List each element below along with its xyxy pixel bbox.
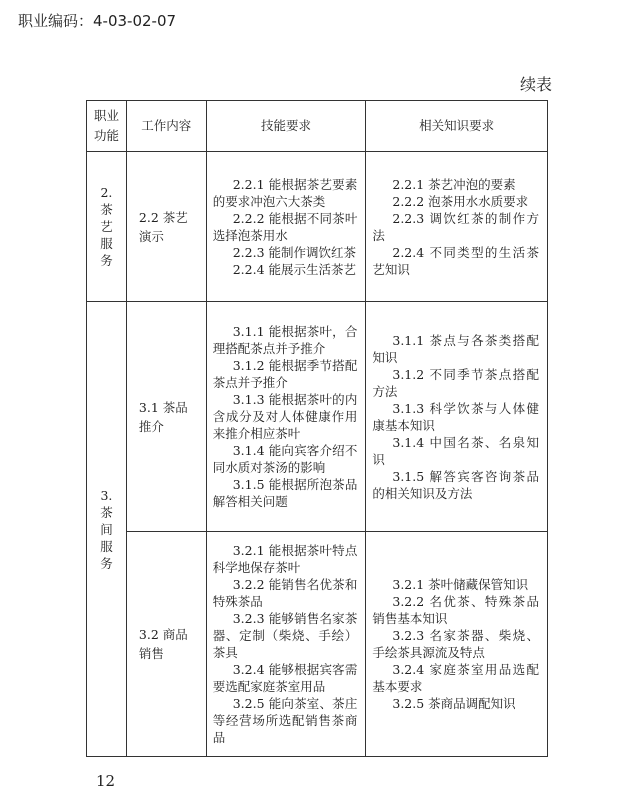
skill-item: 3.1.4 能向宾客介绍不同水质对茶汤的影响 bbox=[212, 443, 358, 475]
knowledge-item: 3.1.3 科学饮茶与人体健康基本知识 bbox=[372, 400, 539, 433]
page-number: 12 bbox=[96, 772, 116, 790]
knowledge-item: 3.1.1 茶点与各茶类搭配知识 bbox=[372, 332, 539, 365]
skill-item: 2.2.4 能展示生活茶艺 bbox=[232, 261, 356, 277]
function-char: 服 bbox=[100, 236, 113, 251]
skill-item: 3.2.2 能销售名优茶和特殊茶品 bbox=[212, 577, 358, 609]
function-char: 服 bbox=[100, 538, 113, 554]
skill-item: 2.2.2 能根据不同茶叶选择泡茶用水 bbox=[212, 210, 358, 243]
skill-item: 3.1.2 能根据季节搭配茶点并予推介 bbox=[212, 358, 358, 390]
function-char: 艺 bbox=[100, 219, 113, 234]
skill-cell bbox=[206, 152, 366, 302]
skill-cell bbox=[206, 302, 366, 532]
knowledge-item: 3.1.2 不同季节茶点搭配方法 bbox=[372, 366, 539, 399]
header-work-content: 工作内容 bbox=[126, 101, 206, 152]
work-content-line: 3.2 商品 bbox=[138, 627, 188, 642]
skill-item: 3.2.3 能够销售名家茶器、定制（柴烧、手绘）茶具 bbox=[212, 611, 358, 660]
work-content-line: 销售 bbox=[138, 646, 164, 661]
work-content-cell bbox=[126, 302, 206, 532]
function-number: 2. bbox=[100, 185, 113, 200]
knowledge-item: 3.2.1 茶叶储藏保管知识 bbox=[392, 577, 529, 592]
knowledge-item: 2.2.4 不同类型的生活茶艺知识 bbox=[372, 244, 539, 277]
knowledge-item: 3.2.5 茶商品调配知识 bbox=[392, 696, 516, 711]
knowledge-item: 3.1.4 中国名茶、名泉知识 bbox=[372, 434, 539, 467]
skill-item: 2.2.1 能根据茶艺要素的要求冲泡六大茶类 bbox=[212, 176, 358, 209]
function-cell-3 bbox=[87, 302, 127, 757]
knowledge-item: 2.2.1 茶艺冲泡的要素 bbox=[392, 176, 516, 192]
knowledge-cell bbox=[366, 532, 548, 757]
function-number: 3. bbox=[100, 487, 113, 503]
work-content-line: 推介 bbox=[138, 418, 164, 434]
header-function-line2: 功能 bbox=[93, 128, 119, 143]
table-row bbox=[87, 152, 548, 302]
work-content-cell bbox=[126, 532, 206, 757]
knowledge-item: 3.2.4 家庭茶室用品选配基本要求 bbox=[372, 662, 539, 694]
knowledge-cell bbox=[366, 302, 548, 532]
header-function-line1: 职业 bbox=[93, 108, 119, 123]
function-cell-2 bbox=[87, 152, 127, 302]
knowledge-item: 3.2.3 名家茶器、柴烧、手绘茶具源流及特点 bbox=[372, 628, 539, 660]
work-content-line: 3.1 茶品 bbox=[138, 399, 188, 415]
skill-item: 3.2.1 能根据茶叶特点科学地保存茶叶 bbox=[212, 543, 358, 575]
header-function bbox=[87, 101, 127, 152]
work-content-line: 演示 bbox=[138, 228, 164, 244]
skill-item: 3.1.1 能根据茶叶，合理搭配茶点并予推介 bbox=[212, 324, 358, 356]
header-skill: 技能要求 bbox=[206, 101, 366, 152]
table-row bbox=[87, 532, 548, 757]
skill-item: 3.2.5 能向茶室、茶庄等经营场所选配销售茶商品 bbox=[212, 696, 358, 745]
work-content-cell bbox=[126, 152, 206, 302]
function-char: 茶 bbox=[100, 202, 113, 217]
continued-label: 续表 bbox=[520, 75, 553, 94]
knowledge-item: 3.2.2 名优茶、特殊茶品销售基本知识 bbox=[372, 594, 539, 626]
work-content-line: 2.2 茶艺 bbox=[138, 209, 188, 225]
knowledge-cell bbox=[366, 152, 548, 302]
function-char: 间 bbox=[100, 521, 113, 537]
skill-item: 3.1.3 能根据茶叶的内含成分及对人体健康作用来推介相应茶叶 bbox=[212, 392, 358, 441]
skill-cell bbox=[206, 532, 366, 757]
function-char: 务 bbox=[100, 555, 113, 571]
skill-item: 2.2.3 能制作调饮红茶 bbox=[232, 244, 356, 260]
table-row bbox=[87, 302, 548, 532]
skill-item: 3.2.4 能够根据宾客需要选配家庭茶室用品 bbox=[212, 662, 358, 694]
knowledge-item: 2.2.3 调饮红茶的制作方法 bbox=[372, 210, 539, 243]
function-char: 茶 bbox=[100, 504, 113, 520]
header-knowledge: 相关知识要求 bbox=[366, 101, 548, 152]
skill-item: 3.1.5 能根据所泡茶品解答相关问题 bbox=[212, 477, 358, 509]
table-header-row bbox=[87, 101, 548, 152]
skill-standard-table bbox=[86, 100, 548, 757]
knowledge-item: 3.1.5 解答宾客咨询茶品的相关知识及方法 bbox=[372, 468, 539, 501]
knowledge-item: 2.2.2 泡茶用水水质要求 bbox=[392, 193, 529, 209]
occupation-code: 职业编码：4-03-02-07 bbox=[18, 12, 177, 30]
function-char: 务 bbox=[100, 253, 113, 268]
